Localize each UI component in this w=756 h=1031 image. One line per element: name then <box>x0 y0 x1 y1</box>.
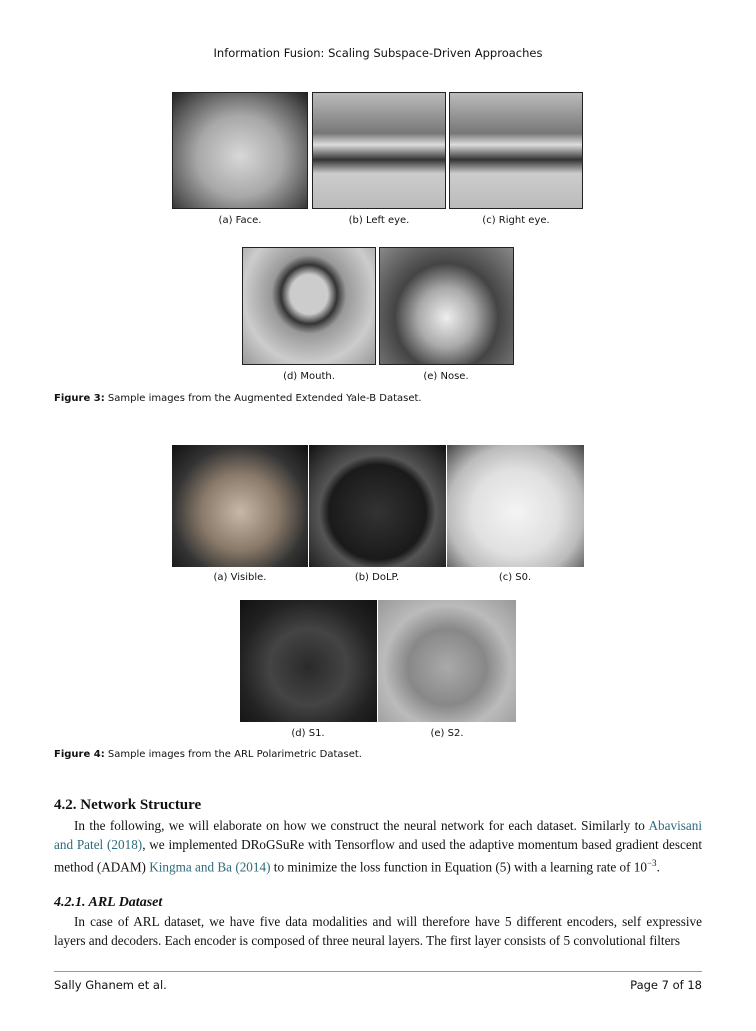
face-image <box>172 92 308 209</box>
subcaption-visible: (a) Visible. <box>213 572 267 583</box>
subcaption-s2: (e) S2. <box>430 728 464 739</box>
footer-page-number: Page 7 of 18 <box>630 978 702 992</box>
subcaption-s0: (c) S0. <box>498 572 532 583</box>
subsection-paragraph: In case of ARL dataset, we have five data modalities and will therefore have 5 different encoders, self expressive layers and decoders. Each encoder is composed of three neural layers. The first layer consists of 5 convolutional filters <box>54 914 702 948</box>
caption-text: Sample images from the ARL Polarimetric Dataset. <box>107 749 362 760</box>
text: , we implemented DRoGSuRe with Tensorflow and used the adaptive momentum based gradient descent method (ADAM) <box>54 836 702 875</box>
left-eye-image <box>312 92 446 209</box>
figure-label: Figure 3: <box>54 393 105 404</box>
text: . <box>656 859 660 875</box>
figure-label: Figure 4: <box>54 749 105 760</box>
visible-image <box>172 445 308 567</box>
exponent: −3 <box>646 858 657 869</box>
subsection-heading: 4.2.1. ARL Dataset <box>54 895 163 910</box>
caption-text: Sample images from the Augmented Extended Yale-B Dataset. <box>107 393 422 404</box>
s2-image <box>378 600 516 722</box>
subcaption-dolp: (b) DoLP. <box>354 572 400 583</box>
nose-image <box>379 247 514 365</box>
subcaption-left-eye: (b) Left eye. <box>348 215 410 226</box>
text: (2014) <box>235 859 271 875</box>
footer-rule <box>54 971 702 972</box>
subcaption-s1: (d) S1. <box>291 728 325 739</box>
subcaption-face: (a) Face. <box>218 215 262 226</box>
section-heading: 4.2. Network Structure <box>54 797 202 813</box>
subcaption-right-eye: (c) Right eye. <box>482 215 550 226</box>
subcaption-mouth: (d) Mouth. <box>283 371 335 382</box>
dolp-image <box>309 445 446 567</box>
right-eye-image <box>449 92 583 209</box>
figure-3-caption <box>54 393 422 404</box>
subcaption-nose: (e) Nose. <box>423 371 469 382</box>
section-paragraph <box>54 817 702 877</box>
running-header: Information Fusion: Scaling Subspace-Driven Approaches <box>213 46 543 60</box>
footer-authors: Sally Ghanem et al. <box>54 978 167 992</box>
s0-image <box>447 445 584 567</box>
figure-4-caption <box>54 749 362 760</box>
text: to minimize the loss function in Equation (5) with a learning rate of 10 <box>270 859 647 875</box>
citation-kingma[interactable] <box>149 860 270 875</box>
text: In the following, we will elaborate on how we construct the neural network for each dataset. Similarly to <box>74 818 649 833</box>
text: (2018) <box>107 836 143 852</box>
s1-image <box>240 600 377 722</box>
text: Abavisani and Patel <box>54 818 702 852</box>
text: Kingma and Ba <box>149 859 233 875</box>
mouth-image <box>242 247 376 365</box>
